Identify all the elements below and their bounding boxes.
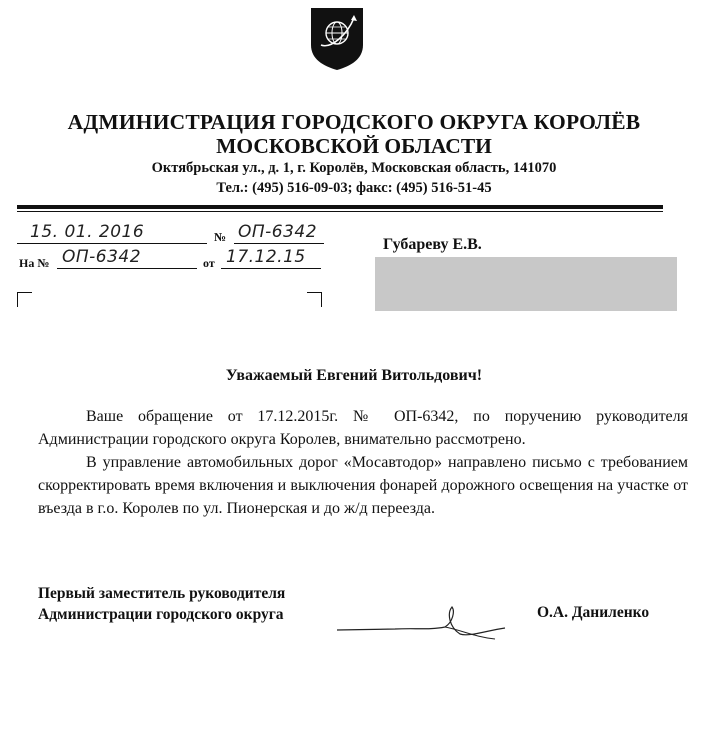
- signatory-title-line1: Первый заместитель руководителя: [38, 585, 286, 602]
- org-address: Октябрьская ул., д. 1, г. Королёв, Московская область, 141070: [151, 160, 557, 176]
- registration-number: ОП-6342: [238, 222, 318, 242]
- ref-date-underline: [221, 268, 321, 269]
- city-emblem-icon: [307, 5, 367, 71]
- registration-date: 15. 01. 2016: [30, 222, 145, 242]
- recipient-name: Губареву Е.В.: [383, 236, 482, 253]
- letter-greeting: Уважаемый Евгений Витольдович!: [225, 367, 483, 384]
- header-divider-thick: [17, 205, 663, 209]
- ref-date: 17.12.15: [226, 247, 306, 267]
- ref-date-label: от: [203, 256, 215, 270]
- ref-number-label: На №: [19, 256, 50, 270]
- address-corner-right: [307, 292, 322, 307]
- letter-body: [38, 405, 688, 520]
- org-phones: Тел.: (495) 516-09-03; факс: (495) 516-51-45: [216, 180, 492, 196]
- date-underline: [17, 243, 207, 244]
- address-corner-left: [17, 292, 32, 307]
- number-label: №: [214, 230, 227, 244]
- signatory-title: [38, 583, 285, 625]
- handwritten-signature: [335, 597, 510, 647]
- redacted-block: [375, 257, 677, 311]
- header-divider-thin: [17, 211, 663, 212]
- ref-number: ОП-6342: [62, 247, 142, 267]
- signatory-title-line2: Администрации городского округа: [38, 606, 284, 623]
- ref-number-underline: [57, 268, 197, 269]
- number-underline: [234, 243, 324, 244]
- signatory-name: О.А. Даниленко: [537, 604, 650, 621]
- org-name-line1: АДМИНИСТРАЦИЯ ГОРОДСКОГО ОКРУГА КОРОЛЁВ: [67, 110, 641, 134]
- letter-paragraph: В управление автомобильных дорог «Мосавтодор» направлено письмо с требованием скорректировать время включения и выключения фонарей дорожного освещения на участке от въезда в г.о. Королев по ул. Пионерская и до ж/д переезда.: [38, 454, 688, 517]
- org-name-line2: МОСКОВСКОЙ ОБЛАСТИ: [216, 134, 492, 158]
- letter-paragraph: Ваше обращение от 17.12.2015г. № ОП-6342, по поручению руководителя Администрации городского округа Королев, внимательно рассмотрено.: [38, 408, 688, 448]
